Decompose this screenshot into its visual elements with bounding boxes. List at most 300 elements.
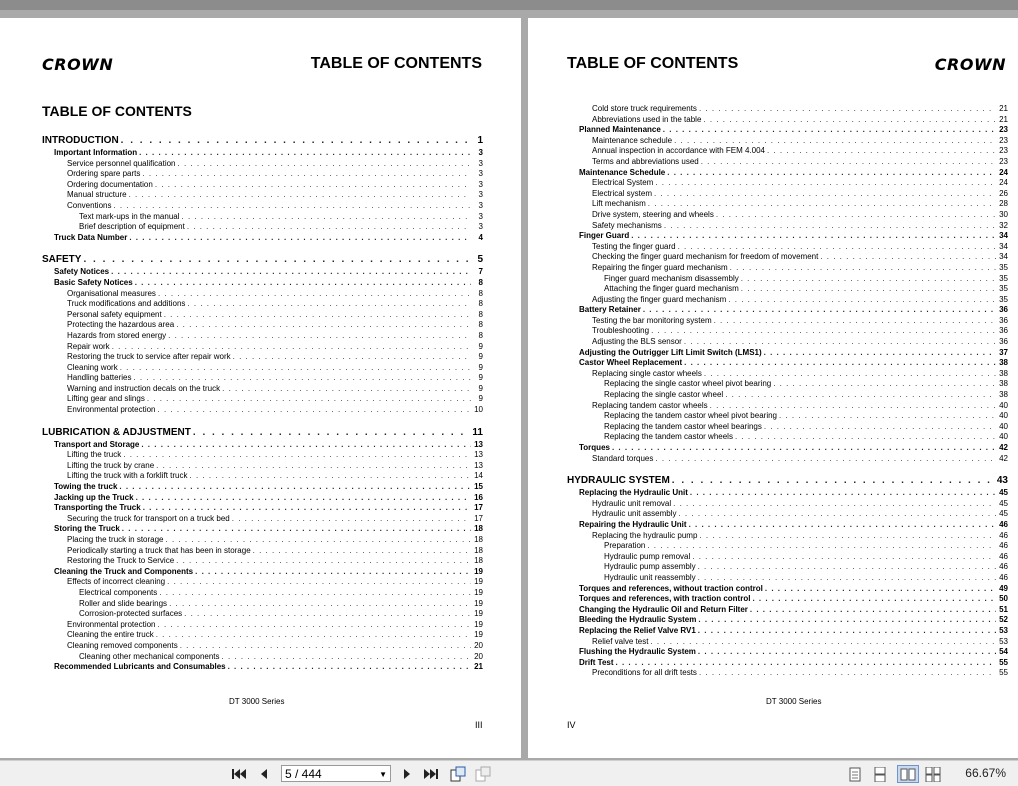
toc-subsection[interactable] [42, 556, 483, 567]
toc-dot-leader [112, 342, 471, 353]
toc-entry-page: 36 [999, 337, 1008, 347]
toc-entry-title: Replacing the Relief Valve RV1 [579, 625, 696, 635]
toc-section[interactable] [567, 358, 1008, 369]
toc-dot-leader [648, 199, 996, 210]
toc-chapter[interactable] [567, 473, 1008, 488]
toc-dot-leader [176, 320, 471, 331]
toc-subsection[interactable] [42, 342, 483, 353]
toc-subsection[interactable] [567, 411, 1008, 422]
toc-subsection[interactable] [567, 531, 1008, 542]
toc-entry-title: Maintenance Schedule [579, 167, 666, 177]
toc-dot-leader [158, 620, 472, 631]
toc-entry-page: 38 [999, 358, 1008, 368]
footer-series: DT 3000 Series [766, 697, 822, 706]
toc-dot-leader [156, 630, 471, 641]
toc-dot-leader [664, 221, 996, 232]
toc-section[interactable] [42, 482, 483, 493]
toc-entry-page: 8 [478, 320, 483, 330]
toc-subsection[interactable] [567, 199, 1008, 210]
toc-dot-leader [184, 609, 471, 620]
toc-subsection[interactable] [42, 222, 483, 233]
toc-entry-title: Flushing the Hydraulic System [579, 647, 696, 657]
single-page-icon[interactable] [846, 765, 864, 783]
toc-dot-leader [129, 233, 471, 244]
toc-entry-title: Effects of incorrect cleaning [67, 577, 166, 587]
crop-icon[interactable] [474, 765, 492, 783]
toc-entry-title: Warning and instruction decals on the truck [67, 383, 221, 393]
toc-dot-leader [147, 394, 471, 405]
toc-dot-leader [133, 373, 471, 384]
toc-entry-title: Restoring the truck to service after repair work [67, 352, 231, 362]
toc-subsection[interactable] [567, 390, 1008, 401]
toc-dot-leader [765, 584, 996, 595]
toc-entry-title: Recommended Lubricants and Consumables [54, 662, 226, 672]
toc-subsection[interactable] [567, 573, 1008, 584]
toc-entry-page: 52 [999, 615, 1008, 625]
toc-section[interactable] [42, 267, 483, 278]
toc-dot-leader [169, 599, 471, 610]
toc-entry-page: 1 [477, 135, 483, 146]
toc-subsection[interactable] [42, 384, 483, 395]
toc-entry-title: Troubleshooting [592, 326, 650, 336]
toc-entry-title: Replacing the tandem castor wheels [604, 432, 733, 442]
toc-dot-leader [764, 422, 996, 433]
toc-dot-leader [689, 520, 996, 531]
toc-entry-page: 19 [474, 609, 483, 619]
toc-subsection[interactable] [567, 189, 1008, 200]
toc-subsection[interactable] [567, 401, 1008, 412]
toc-section[interactable] [567, 594, 1008, 605]
toc-dot-leader [121, 133, 471, 148]
toc-dot-leader [690, 488, 996, 499]
toc-subsection[interactable] [567, 422, 1008, 433]
prev-page-icon[interactable] [255, 765, 273, 783]
toc-entry-page: 19 [474, 587, 483, 597]
toc-subsection[interactable] [567, 210, 1008, 221]
toc-entry-title: Attaching the finger guard mechanism [604, 284, 739, 294]
toc-entry-title: Hydraulic unit assembly [592, 509, 677, 519]
toc-subsection[interactable] [42, 331, 483, 342]
toc-entry-title: Abbreviations used in the table [592, 114, 702, 124]
toc-chapter[interactable] [42, 133, 483, 148]
toc-dot-leader [178, 159, 471, 170]
toc-entry-page: 43 [996, 475, 1008, 487]
toc-entry-title: Standard torques [592, 453, 654, 463]
toc-entry-page: 34 [999, 231, 1008, 241]
toc-entry-page: 3 [478, 179, 483, 189]
toc-entry-title: Safety mechanisms [592, 220, 662, 230]
toc-entry-page: 23 [999, 156, 1008, 166]
toc-section[interactable] [567, 626, 1008, 637]
toc-dot-leader [654, 189, 996, 200]
toc-entry-title: Transporting the Truck [54, 503, 141, 513]
toc-chapter[interactable] [42, 425, 483, 440]
toc-entry-title: Annual inspection in accordance with FEM 4.004 [592, 146, 765, 156]
continuous-icon[interactable] [871, 765, 889, 783]
toc-subsection[interactable] [42, 461, 483, 472]
toc-dot-leader [122, 524, 471, 535]
toc-section[interactable] [42, 503, 483, 514]
toc-subsection[interactable] [567, 115, 1008, 126]
toc-section[interactable] [42, 440, 483, 451]
toc-entry-title: Storing the Truck [54, 524, 120, 534]
toc-entry-title: Hydraulic unit reassembly [604, 572, 696, 582]
toc-entry-title: Roller and slide bearings [79, 598, 168, 608]
toc-subsection[interactable] [567, 104, 1008, 115]
toc-subsection[interactable] [42, 577, 483, 588]
toc-dot-leader [699, 531, 996, 542]
toc-entry-page: 37 [999, 347, 1008, 357]
toc-subsection[interactable] [42, 394, 483, 405]
toc-dot-leader [158, 405, 472, 416]
toc-subsection[interactable] [567, 295, 1008, 306]
toc-entry-page: 23 [999, 135, 1008, 145]
toc-dot-leader [616, 658, 996, 669]
toc-dot-leader [166, 535, 472, 546]
toc-section[interactable] [567, 443, 1008, 454]
toc-entry-page: 4 [478, 232, 483, 242]
toc-entry-page: 19 [474, 577, 483, 587]
toc-subsection[interactable] [567, 316, 1008, 327]
toc-subsection[interactable] [42, 609, 483, 620]
toc-entry-title: Replacing the single castor wheel [604, 390, 724, 400]
toc-section[interactable] [42, 493, 483, 504]
toc-entry-page: 14 [474, 471, 483, 481]
toc-section[interactable] [567, 615, 1008, 626]
toc-entry-page: 17 [474, 513, 483, 523]
toc-dot-leader [142, 169, 471, 180]
toc-dot-leader [767, 146, 996, 157]
toc-subsection[interactable] [567, 499, 1008, 510]
toc-subsection[interactable] [42, 310, 483, 321]
toc-dot-leader [143, 503, 471, 514]
toc-dot-leader [672, 473, 995, 488]
toc-entry-title: Basic Safety Notices [54, 277, 133, 287]
toc-subsection[interactable] [567, 252, 1008, 263]
toc-section[interactable] [567, 305, 1008, 316]
toc-section[interactable] [567, 520, 1008, 531]
chevron-down-icon[interactable]: ▼ [379, 770, 387, 779]
toc-entry-page: 38 [999, 368, 1008, 378]
toc-subsection[interactable] [42, 405, 483, 416]
toc-entry-page: 23 [999, 125, 1008, 135]
toc-entry-page: 53 [999, 625, 1008, 635]
toc-subsection[interactable] [567, 263, 1008, 274]
toc-entry-title: Electrical System [592, 178, 654, 188]
toc-entry-page: 50 [999, 594, 1008, 604]
toc-entry-page: 35 [999, 284, 1008, 294]
toc-entry-page: 55 [999, 668, 1008, 678]
toc-entry-page: 7 [478, 267, 483, 277]
toc-entry-page: 38 [999, 390, 1008, 400]
toc-subsection[interactable] [567, 242, 1008, 253]
toc-entry-title: Manual structure [67, 190, 127, 200]
toc-section[interactable] [567, 231, 1008, 242]
toc-section[interactable] [567, 168, 1008, 179]
toc-dot-leader [180, 641, 471, 652]
toc-chapter[interactable] [42, 252, 483, 267]
toc-subsection[interactable] [567, 157, 1008, 168]
toc-entry-title: Cleaning the Truck and Components [54, 566, 194, 576]
toc-dot-leader [187, 222, 471, 233]
toc-entry-page: 46 [999, 572, 1008, 582]
toc-entry-title: Service personnel qualification [67, 158, 176, 168]
toc-entry-title: Protecting the hazardous area [67, 320, 175, 330]
toc-entry-title: HYDRAULIC SYSTEM [567, 475, 670, 487]
toc-entry-page: 36 [999, 315, 1008, 325]
toc-subsection[interactable] [42, 352, 483, 363]
toc-entry-title: Repairing the finger guard mechanism [592, 262, 728, 272]
toc-entry-page: 40 [999, 432, 1008, 442]
toc-entry-title: Testing the finger guard [592, 241, 676, 251]
toc-entry-title: Lifting gear and slings [67, 394, 145, 404]
toc-entry-page: 34 [999, 252, 1008, 262]
toc-section[interactable] [567, 605, 1008, 616]
toc-dot-leader [228, 662, 471, 673]
toc-entry-title: Towing the truck [54, 482, 118, 492]
toc-entry-title: Lifting the truck with a forklift truck [67, 471, 188, 481]
toc-entry-page: 3 [478, 158, 483, 168]
toc-dot-leader [650, 637, 996, 648]
toc-entry-page: 19 [474, 630, 483, 640]
toc-entry-title: Replacing the tandem castor wheel bearings [604, 421, 762, 431]
toc-entry-title: Repairing the Hydraulic Unit [579, 519, 687, 529]
toc-section[interactable] [567, 488, 1008, 499]
toc-entry-page: 8 [478, 309, 483, 319]
toc-subsection[interactable] [42, 630, 483, 641]
toc-entry-page: 13 [474, 450, 483, 460]
toc-dot-leader [158, 289, 471, 300]
toc-entry-page: 11 [472, 426, 483, 438]
toc-dot-leader [139, 148, 471, 159]
toc-subsection[interactable] [42, 169, 483, 180]
toc-entry-page: 3 [478, 190, 483, 200]
toc-entry-page: 36 [999, 326, 1008, 336]
toc-entry-page: 45 [999, 488, 1008, 498]
next-page-icon[interactable] [398, 765, 416, 783]
toc-entry-page: 30 [999, 209, 1008, 219]
toc-entry-page: 34 [999, 241, 1008, 251]
toc-heading: TABLE OF CONTENTS [42, 103, 192, 119]
toc-subsection[interactable] [567, 274, 1008, 285]
toc-dot-leader [741, 284, 996, 295]
toc-entry-title: Hazards from stored energy [67, 330, 167, 340]
page-number: III [475, 720, 483, 730]
toc-subsection[interactable] [567, 432, 1008, 443]
toc-entry-page: 3 [478, 148, 483, 157]
toc-dot-leader [735, 432, 996, 443]
toc-subsection[interactable] [567, 552, 1008, 563]
toc-entry-title: Drive system, steering and wheels [592, 209, 714, 219]
toc-entry-title: LUBRICATION & ADJUSTMENT [42, 426, 191, 438]
toc-entry-title: Battery Retainer [579, 305, 641, 315]
toc-section[interactable] [42, 567, 483, 578]
toc-entry-page: 28 [999, 199, 1008, 209]
toc-section[interactable] [42, 148, 483, 159]
toc-section[interactable] [567, 658, 1008, 669]
toc-subsection[interactable] [42, 299, 483, 310]
toc-entry-page: 35 [999, 294, 1008, 304]
toc-entry-page: 3 [478, 169, 483, 179]
toc-section[interactable] [567, 584, 1008, 595]
toc-dot-leader [643, 305, 996, 316]
toc-subsection[interactable] [42, 514, 483, 525]
toc-subsection[interactable] [42, 289, 483, 300]
toc-entry-page: 20 [474, 640, 483, 650]
toc-subsection[interactable] [567, 337, 1008, 348]
toc-subsection[interactable] [42, 599, 483, 610]
toc-entry-page: 51 [999, 604, 1008, 614]
toc-entry-title: Terms and abbreviations used [592, 156, 699, 166]
toc-entry-title: Changing the Hydraulic Oil and Return Filter [579, 604, 748, 614]
toc-dot-leader [678, 242, 996, 253]
document-page-left [0, 18, 521, 758]
toc-subsection[interactable] [42, 159, 483, 170]
toc-subsection[interactable] [567, 637, 1008, 648]
toc-dot-leader [168, 331, 471, 342]
toc-entry-title: Hydraulic unit removal [592, 498, 672, 508]
toc-entry-page: 19 [474, 566, 483, 576]
toc-subsection[interactable] [567, 509, 1008, 520]
toc-entry-title: Adjusting the Outrigger Lift Limit Switch (LMS1) [579, 347, 762, 357]
two-page-continuous-icon[interactable] [924, 765, 942, 783]
toc-entry-page: 9 [478, 383, 483, 393]
toc-subsection[interactable] [567, 221, 1008, 232]
toc-subsection[interactable] [567, 284, 1008, 295]
toc-entry-title: Organisational measures [67, 288, 156, 298]
toc-entry-title: Corrosion-protected surfaces [79, 609, 183, 619]
toc-subsection[interactable] [42, 373, 483, 384]
toc-entry-title: Cleaning the entire truck [67, 630, 154, 640]
toc-subsection[interactable] [567, 379, 1008, 390]
toc-dot-leader [752, 594, 996, 605]
toc-subsection[interactable] [567, 146, 1008, 157]
toc-section[interactable] [42, 278, 483, 289]
toc-dot-leader [182, 212, 472, 223]
toc-entry-page: 18 [474, 545, 483, 555]
toc-subsection[interactable] [567, 454, 1008, 465]
toc-subsection[interactable] [42, 652, 483, 663]
toc-section[interactable] [567, 125, 1008, 136]
toc-dot-leader [83, 252, 471, 267]
toc-dot-leader [820, 252, 996, 263]
toc-dot-leader [699, 668, 996, 679]
toc-dot-leader [730, 263, 996, 274]
toc-subsection[interactable] [567, 541, 1008, 552]
toc-subsection[interactable] [42, 180, 483, 191]
toc-dot-leader [750, 605, 996, 616]
toc-subsection[interactable] [42, 320, 483, 331]
toc-entry-page: 24 [999, 167, 1008, 177]
toc-entry-title: Brief description of equipment [79, 222, 185, 232]
toc-entry-title: Finger guard mechanism disassembly [604, 273, 739, 283]
toc-dot-leader [699, 104, 996, 115]
toc-section[interactable] [42, 233, 483, 244]
toc-dot-leader [692, 552, 996, 563]
toc-dot-leader [714, 316, 996, 327]
toc-subsection[interactable] [567, 668, 1008, 679]
toc-entry-title: Replacing the single castor wheel pivot bearing [604, 379, 772, 389]
toc-subsection[interactable] [567, 136, 1008, 147]
crown-logo: CROWN [42, 55, 114, 74]
toc-entry-title: Cleaning other mechanical components [79, 651, 220, 661]
toc-subsection[interactable] [42, 450, 483, 461]
toc-subsection[interactable] [42, 641, 483, 652]
toc-dot-leader [703, 115, 996, 126]
toc-dot-leader [698, 573, 996, 584]
toc-subsection[interactable] [42, 471, 483, 482]
toc-dot-leader [698, 562, 996, 573]
toc-subsection[interactable] [42, 190, 483, 201]
toc-subsection[interactable] [42, 363, 483, 374]
last-page-icon[interactable] [422, 765, 440, 783]
toc-subsection[interactable] [42, 201, 483, 212]
toc-subsection[interactable] [42, 212, 483, 223]
toc-entry-title: Cleaning work [67, 362, 118, 372]
toc-dot-leader [612, 443, 996, 454]
toc-section[interactable] [42, 524, 483, 535]
toc-entry-title: Torques and references, with traction control [579, 594, 751, 604]
footer-series: DT 3000 Series [229, 697, 285, 706]
toc-subsection[interactable] [42, 588, 483, 599]
toc-entry-page: 9 [478, 341, 483, 351]
toc-entry-title: Replacing the Hydraulic Unit [579, 488, 688, 498]
toc-dot-leader [187, 299, 471, 310]
toc-dot-leader [141, 440, 471, 451]
toc-section[interactable] [567, 348, 1008, 359]
two-page-icon[interactable] [897, 765, 919, 783]
zoom-level[interactable]: 66.67% [965, 766, 1006, 780]
toc-dot-leader [779, 411, 996, 422]
toc-subsection[interactable] [567, 326, 1008, 337]
toc-subsection[interactable] [42, 620, 483, 631]
toc-section[interactable] [42, 662, 483, 673]
toc-entry-title: Bleeding the Hydraulic System [579, 615, 697, 625]
toc-entry-page: 18 [474, 524, 483, 534]
toc-dot-leader [253, 546, 471, 557]
toc-dot-leader [123, 450, 471, 461]
toc-entry-page: 20 [474, 651, 483, 661]
page-number-field[interactable] [281, 765, 391, 782]
toc-entry-page: 53 [999, 636, 1008, 646]
toc-entry-title: Handling batteries [67, 373, 132, 383]
toc-entry-page: 23 [999, 146, 1008, 156]
toc-entry-title: Relief valve test [592, 636, 649, 646]
toc-entry-title: Repair work [67, 341, 110, 351]
toc-subsection[interactable] [567, 369, 1008, 380]
toc-entry-page: 46 [999, 519, 1008, 529]
viewer-toolbar [0, 760, 1018, 786]
toc-entry-page: 40 [999, 421, 1008, 431]
toc-entry-title: Planned Maintenance [579, 125, 661, 135]
toc-subsection[interactable] [567, 178, 1008, 189]
toc-dot-leader [673, 499, 996, 510]
toc-subsection[interactable] [567, 562, 1008, 573]
toc-entry-page: 24 [999, 178, 1008, 188]
rotate-icon[interactable] [449, 765, 467, 783]
toc-entry-title: Hydraulic pump removal [604, 551, 691, 561]
toc-entry-title: Jacking up the Truck [54, 492, 134, 502]
toc-subsection[interactable] [42, 546, 483, 557]
toc-subsection[interactable] [42, 535, 483, 546]
toc-entry-title: Castor Wheel Replacement [579, 358, 683, 368]
toc-entry-title: Ordering documentation [67, 179, 153, 189]
toc-dot-leader [698, 626, 996, 637]
toc-entry-page: 49 [999, 583, 1008, 593]
toc-entry-title: Electrical components [79, 587, 158, 597]
toc-section[interactable] [567, 647, 1008, 658]
first-page-icon[interactable] [230, 765, 248, 783]
